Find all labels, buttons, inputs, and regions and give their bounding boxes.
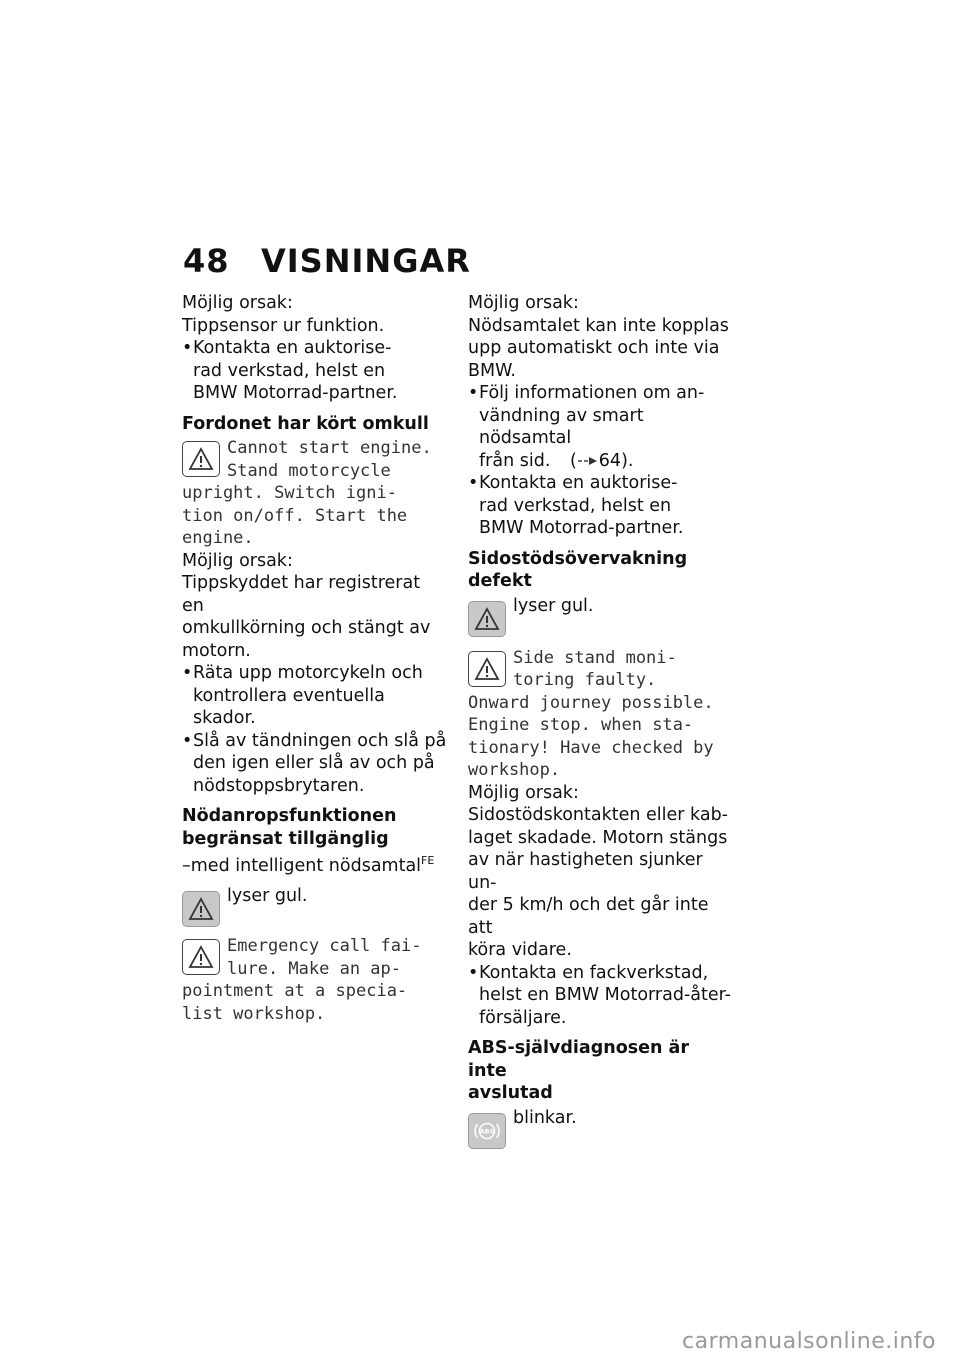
section-heading-emergency-call: Nödanropsfunktionen begränsat tillgänglig (182, 806, 397, 849)
display-message-line: toring faulty. (513, 670, 657, 690)
cause-text: omkullkörning och stängt av (182, 618, 431, 638)
cause-text: der 5 km/h och det går inte att (468, 895, 709, 938)
warning-light-icon (182, 891, 220, 927)
warning-message-block (182, 935, 447, 1025)
bullet-item: • Följ informationen om an- vändning av smart nödsamtal från sid. ( 64). (468, 382, 733, 472)
page-reference-link[interactable]: 64). (598, 450, 634, 471)
display-message-line: workshop. (468, 760, 561, 780)
indicator-block (468, 595, 733, 639)
cause-label: Möjlig orsak: (468, 293, 579, 313)
abs-warning-light-icon (468, 1113, 506, 1149)
watermark: carmanualsonline.info (682, 1329, 936, 1354)
warning-triangle-icon (468, 651, 506, 687)
cause-text: upp automatiskt och inte via (468, 338, 720, 358)
cause-text: Sidostödskontakten eller kab- (468, 805, 728, 825)
indicator-block (468, 1107, 733, 1151)
cause-label: Möjlig orsak: (182, 293, 293, 313)
display-message-line: upright. Switch igni- (182, 483, 397, 503)
warning-message-block (468, 647, 733, 782)
cause-text: BMW. (468, 360, 516, 381)
warning-triangle-icon (182, 441, 220, 477)
page-header (183, 242, 471, 280)
cause-text: Nödsamtalet kan inte kopplas (468, 315, 729, 336)
indicator-state: blinkar. (513, 1107, 577, 1128)
display-message-line: tionary! Have checked by (468, 737, 714, 758)
page-title: VISNINGAR (261, 242, 471, 280)
display-message-line: list workshop. (182, 1003, 326, 1024)
display-message-line: pointment at a specia- (182, 981, 408, 1002)
variant-note: –med intelligent nödsamtal$^{FE}$ (182, 854, 435, 876)
cause-text: Tippskyddet har registrerat en (182, 573, 421, 616)
page-number: 48 (183, 242, 230, 280)
indicator-state: lyser gul. (227, 886, 308, 907)
warning-light-icon (468, 601, 506, 637)
display-message-line: engine. (182, 528, 254, 548)
section-heading-abs: ABS-självdiagnosen är inte avslutad (468, 1038, 689, 1103)
cause-text: Tippsensor ur funktion. (182, 315, 385, 336)
section-heading-fallen-over: Fordonet har kört omkull (182, 413, 429, 434)
warning-message-block (182, 437, 447, 550)
cause-label: Möjlig orsak: (182, 550, 293, 571)
indicator-state: lyser gul. (513, 595, 594, 616)
section-heading-side-stand: Sidostödsövervakning defekt (468, 548, 688, 591)
display-message-line: Stand motorcycle (227, 460, 391, 481)
cause-text: av när hastigheten sjunker un- (468, 850, 703, 893)
display-message-line: lure. Make an ap- (227, 958, 401, 979)
bullet-item: • Kontakta en auktorise- rad verkstad, helst en BMW Motorrad-partner. (182, 337, 447, 405)
display-message-line: tion on/off. Start the (182, 505, 408, 526)
abs-icon-text: ABS (479, 1127, 495, 1135)
bullet-item: • Räta upp motorcykeln och kontrollera eventuella skador. (182, 662, 447, 730)
fe-superscript: FE (421, 854, 435, 867)
right-column (468, 292, 733, 1151)
cause-text: laget skadade. Motorn stängs (468, 827, 728, 848)
display-message-line: Emergency call fai- (227, 936, 422, 957)
warning-triangle-icon (182, 939, 220, 975)
bullet-item: • Slå av tändningen och slå på den igen eller slå av och på nödstoppsbrytaren. (182, 730, 447, 798)
cause-text: motorn. (182, 640, 251, 661)
cause-label: Möjlig orsak: (468, 782, 579, 803)
display-message-line: Onward journey possible. (468, 692, 714, 713)
bullet-item: • Kontakta en fackverkstad, helst en BMW Motorrad-åter- försäljare. (468, 962, 733, 1030)
indicator-block (182, 885, 447, 929)
left-column (182, 292, 447, 1025)
display-message-line: Cannot start engine. (227, 438, 432, 458)
bullet-item: • Kontakta en auktorise- rad verkstad, helst en BMW Motorrad-partner. (468, 472, 733, 540)
page-reference: från sid. ( 64). (479, 450, 634, 471)
cause-text: köra vidare. (468, 940, 572, 960)
page-reference-arrow-icon (577, 456, 599, 466)
display-message-line: Engine stop. when sta- (468, 715, 694, 735)
display-message-line: Side stand moni- (513, 647, 677, 668)
